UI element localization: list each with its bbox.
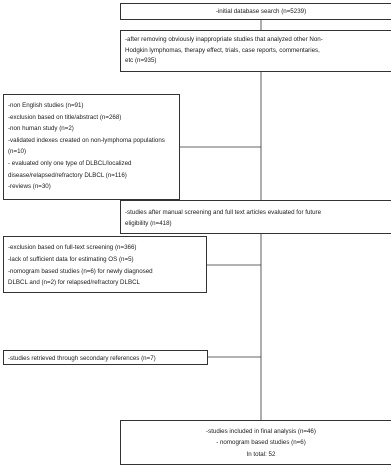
box-excluded-full-text bbox=[3, 236, 207, 293]
box-screen-line-1: -after removing obviously inappropriate studies that analyzed other Non- bbox=[125, 36, 323, 43]
box-excl1-line-4: -validated indexes created on non-lymphoma populations bbox=[8, 136, 165, 144]
box-initial-search bbox=[120, 3, 391, 20]
box-excl1-line-8: -reviews (n=30) bbox=[8, 183, 51, 191]
box-secondary-references bbox=[3, 350, 208, 365]
box-excl1-line-3: -non human study (n=2) bbox=[8, 125, 74, 133]
box-after-removing bbox=[120, 30, 391, 72]
box-excl1-line-5: (n=10) bbox=[8, 148, 27, 156]
box-excl1-line-2: -exclusion based on title/abstract (n=268) bbox=[8, 113, 122, 121]
box-fulltext-line-1: -studies after manual screening and full text articles evaluated for future bbox=[125, 209, 322, 216]
box-excl2-line-1: -exclusion based on full-text screening (n=366) bbox=[8, 244, 137, 251]
box-screen-line-2: Hodgkin lymphomas, therapy effect, trials, case reports, commentaries, bbox=[125, 46, 320, 54]
box-excl1-line-6: - evaluated only one type of DLBCL/localized bbox=[8, 159, 132, 167]
box-final-line-1: -studies included in final analysis (n=46) bbox=[206, 428, 316, 435]
box-search-line-1: -initial database search (n=5239) bbox=[215, 8, 307, 15]
box-excluded-title-abstract bbox=[3, 94, 180, 200]
box-excl2-line-3: -nomogram based studies (n=6) for newly diagnosed bbox=[8, 267, 153, 275]
box-final-analysis bbox=[120, 420, 391, 465]
box-excl1-line-1: -non English studies (n=91) bbox=[8, 102, 84, 109]
box-secondary-line-1: -studies retrieved through secondary references (n=7) bbox=[8, 355, 156, 362]
box-excl2-line-2: -lack of sufficient data for estimating OS (n=5) bbox=[8, 255, 134, 263]
box-full-text-evaluated bbox=[120, 200, 391, 234]
box-fulltext-line-2: eligibility (n=418) bbox=[125, 220, 172, 227]
box-screen-line-3: etc (n=935) bbox=[125, 57, 157, 64]
box-excl1-line-7: disease/relapsed/refractory DLBCL (n=116) bbox=[8, 171, 127, 179]
box-final-line-3: In total: 52 bbox=[246, 450, 276, 458]
box-final-line-2: - nomogram based studies (n=6) bbox=[216, 439, 306, 447]
box-excl2-line-4: DLBCL and (n=2) for relapsed/refractory DLBCL bbox=[8, 279, 141, 287]
